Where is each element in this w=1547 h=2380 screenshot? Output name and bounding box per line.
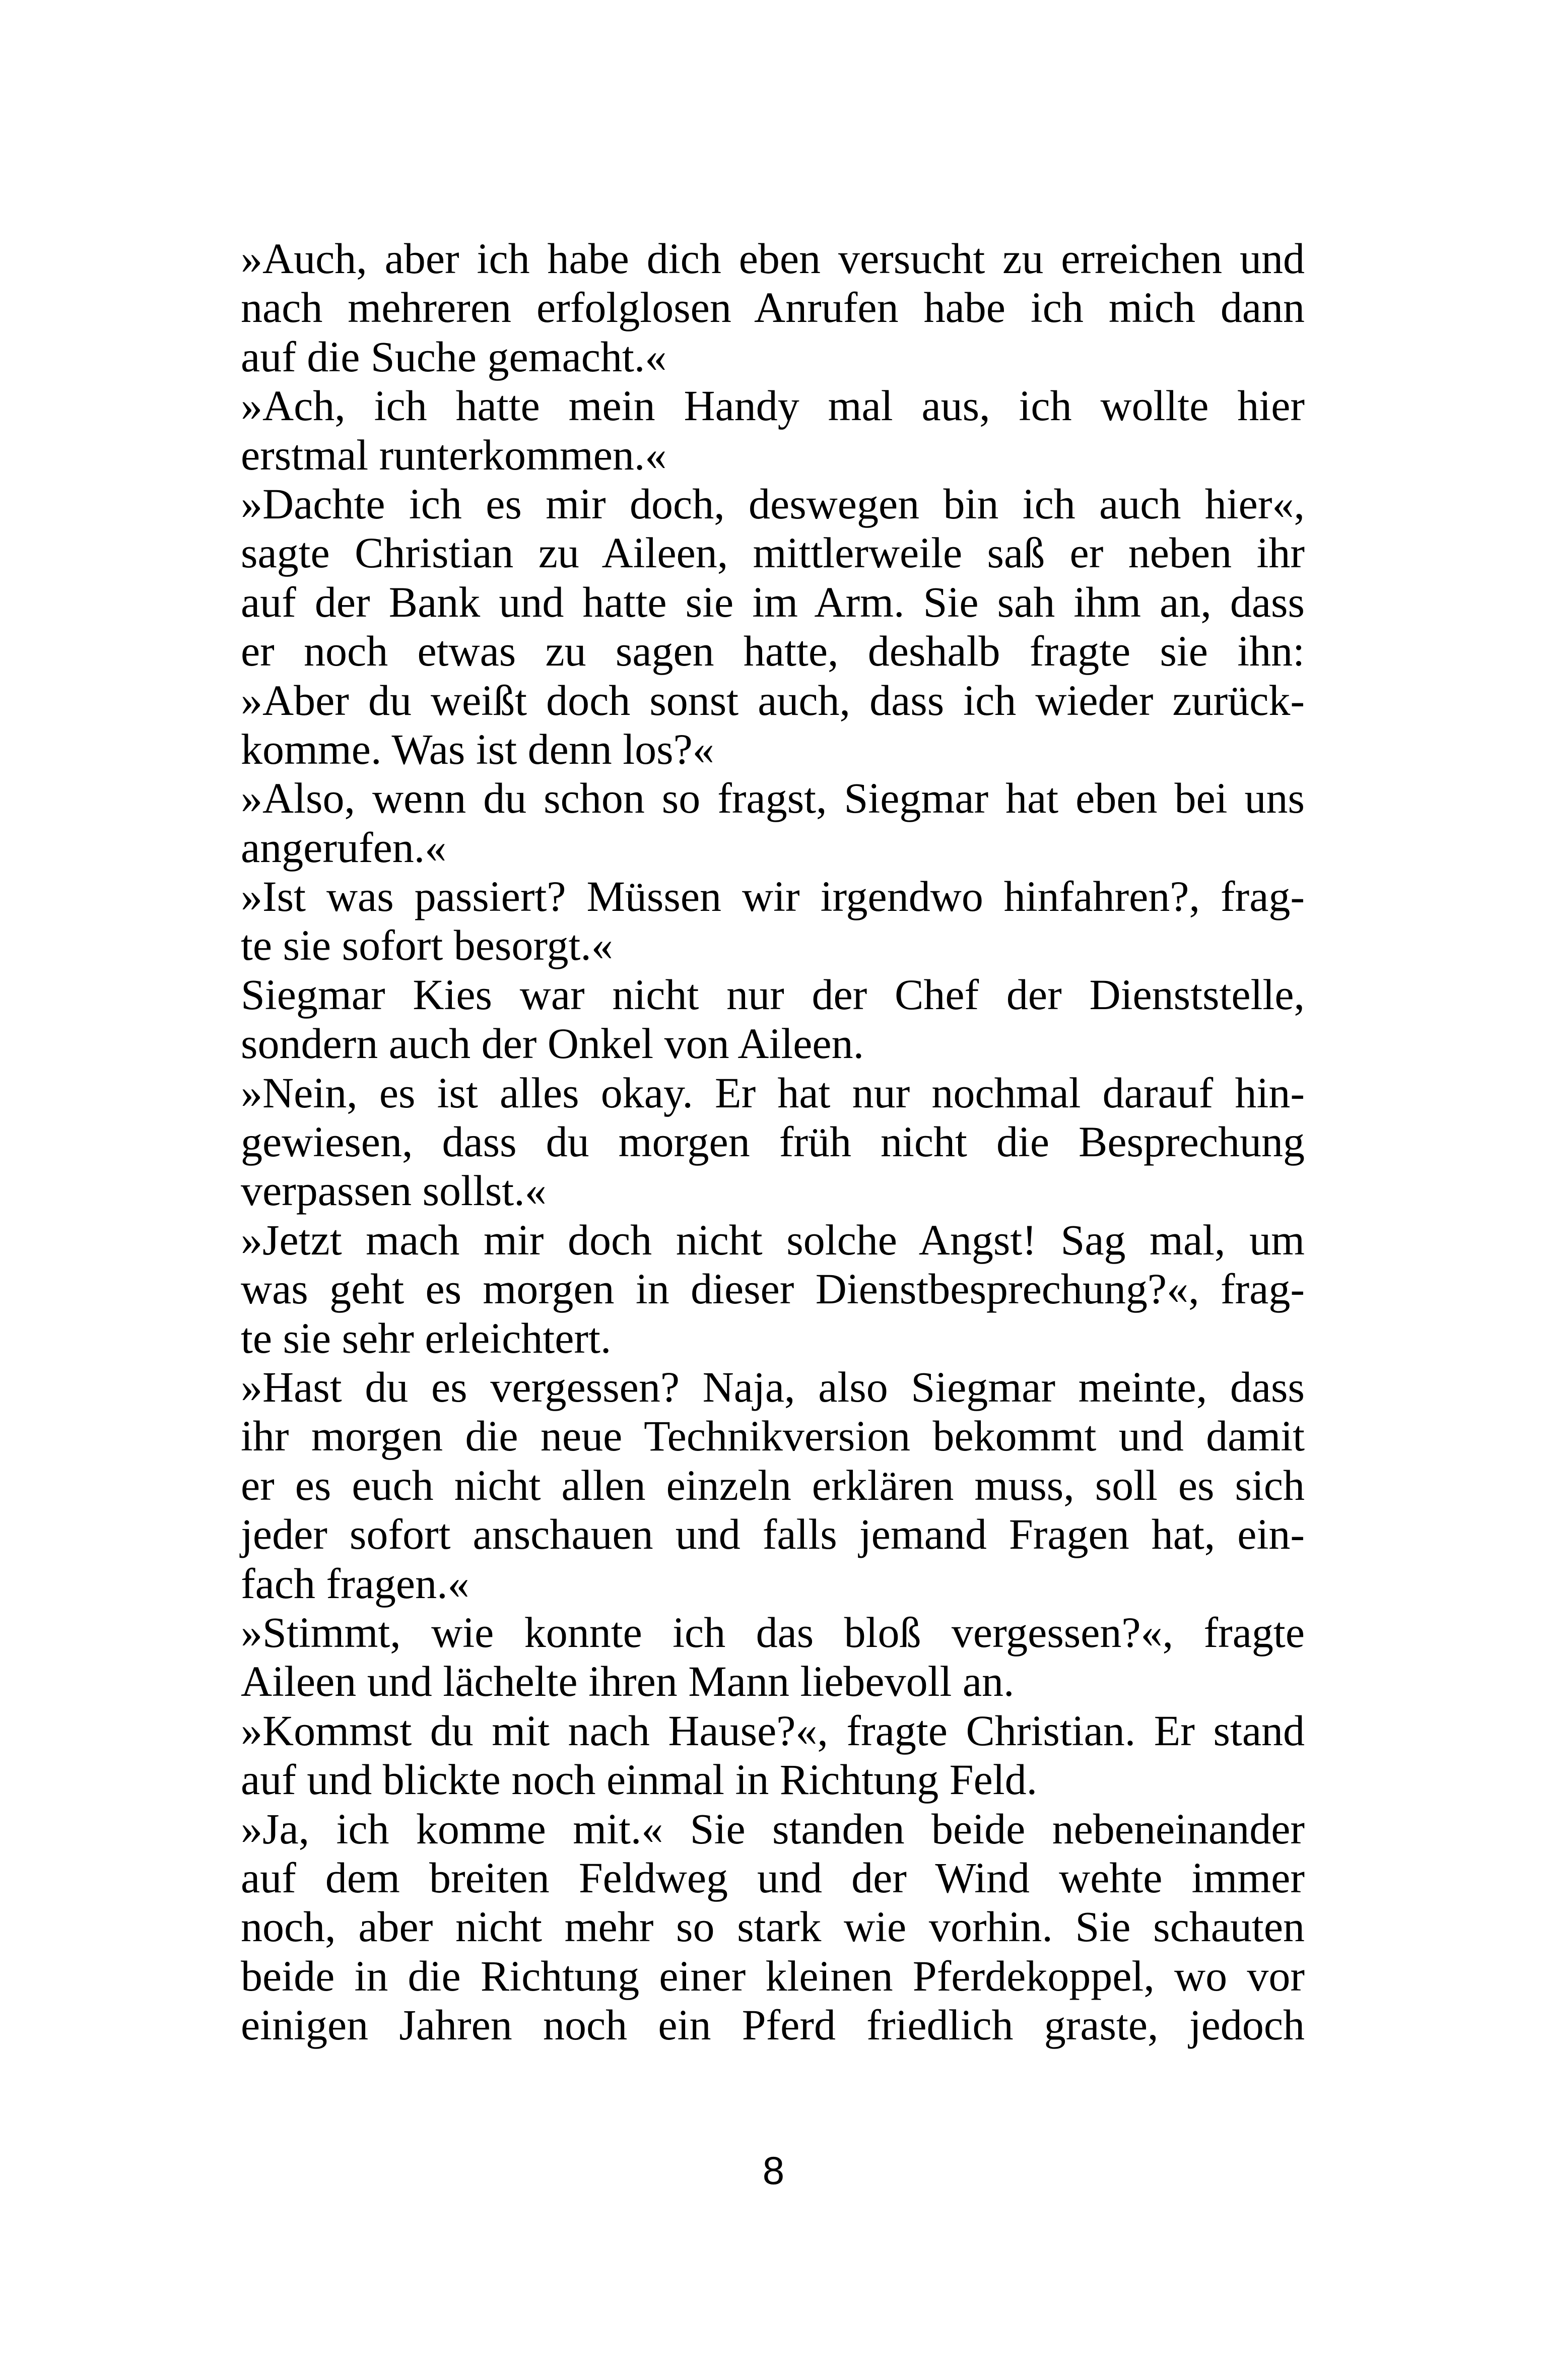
text-line: fach fragen.«: [241, 1559, 469, 1608]
text-line: »Aber du weißt doch sonst auch, dass ich wieder zurück-: [241, 676, 1305, 724]
body-text: [241, 234, 1305, 2050]
text-line: nach mehreren erfolglosen Anrufen habe ich mich dann: [241, 283, 1305, 332]
text-line: »Kommst du mit nach Hause?«, fragte Christian. Er stand: [241, 1706, 1305, 1755]
text-line: auf dem breiten Feldweg und der Wind wehte immer: [241, 1853, 1305, 1902]
text-line: er es euch nicht allen einzeln erklären muss, soll es sich: [241, 1461, 1305, 1509]
text-line: verpassen sollst.«: [241, 1166, 547, 1215]
text-line: was geht es morgen in dieser Dienstbesprechung?«, frag-: [241, 1265, 1305, 1313]
text-line: noch, aber nicht mehr so stark wie vorhin. Sie schauten: [241, 1902, 1305, 1951]
text-line: »Jetzt mach mir doch nicht solche Angst! Sag mal, um: [241, 1215, 1305, 1264]
text-line: auf und blickte noch einmal in Richtung Feld.: [241, 1755, 1038, 1804]
text-line: sondern auch der Onkel von Aileen.: [241, 1019, 864, 1068]
text-line: auf die Suche gemacht.«: [241, 332, 667, 381]
text-line: »Stimmt, wie konnte ich das bloß vergessen?«, fragte: [241, 1608, 1305, 1657]
text-line: ihr morgen die neue Technikversion bekommt und damit: [241, 1412, 1305, 1461]
text-line: »Nein, es ist alles okay. Er hat nur nochmal darauf hin-: [241, 1068, 1305, 1117]
text-line: Aileen und lächelte ihren Mann liebevoll an.: [241, 1657, 1015, 1706]
text-line: angerufen.«: [241, 823, 447, 872]
page-number: 8: [762, 2148, 785, 2193]
text-line: erstmal runterkommen.«: [241, 430, 667, 479]
text-line: »Auch, aber ich habe dich eben versucht zu erreichen und: [241, 234, 1305, 283]
text-line: Siegmar Kies war nicht nur der Chef der Dienststelle,: [241, 970, 1305, 1019]
text-line: »Ja, ich komme mit.« Sie standen beide nebeneinander: [241, 1804, 1305, 1853]
text-line: »Ist was passiert? Müssen wir irgendwo hinfahren?, frag-: [241, 872, 1305, 921]
text-line: »Also, wenn du schon so fragst, Siegmar hat eben bei uns: [241, 774, 1305, 823]
text-line: »Hast du es vergessen? Naja, also Siegmar meinte, dass: [241, 1362, 1305, 1411]
text-line: »Dachte ich es mir doch, deswegen bin ich auch hier«,: [241, 479, 1305, 528]
text-line: er noch etwas zu sagen hatte, deshalb fragte sie ihn:: [241, 627, 1305, 676]
text-line: gewiesen, dass du morgen früh nicht die Besprechung: [241, 1117, 1305, 1166]
text-line: te sie sofort besorgt.«: [241, 921, 613, 970]
text-line: jeder sofort anschauen und falls jemand Fragen hat, ein-: [241, 1510, 1305, 1559]
text-line: »Ach, ich hatte mein Handy mal aus, ich wollte hier: [241, 381, 1305, 430]
text-line: sagte Christian zu Aileen, mittlerweile saß er neben ihr: [241, 528, 1305, 577]
text-line: komme. Was ist denn los?«: [241, 724, 714, 773]
text-line: auf der Bank und hatte sie im Arm. Sie sah ihm an, dass: [241, 577, 1305, 626]
text-line: te sie sehr erleichtert.: [241, 1313, 612, 1362]
text-line: einigen Jahren noch ein Pferd friedlich graste, jedoch: [241, 2001, 1305, 2050]
text-line: beide in die Richtung einer kleinen Pferdekoppel, wo vor: [241, 1951, 1305, 2000]
